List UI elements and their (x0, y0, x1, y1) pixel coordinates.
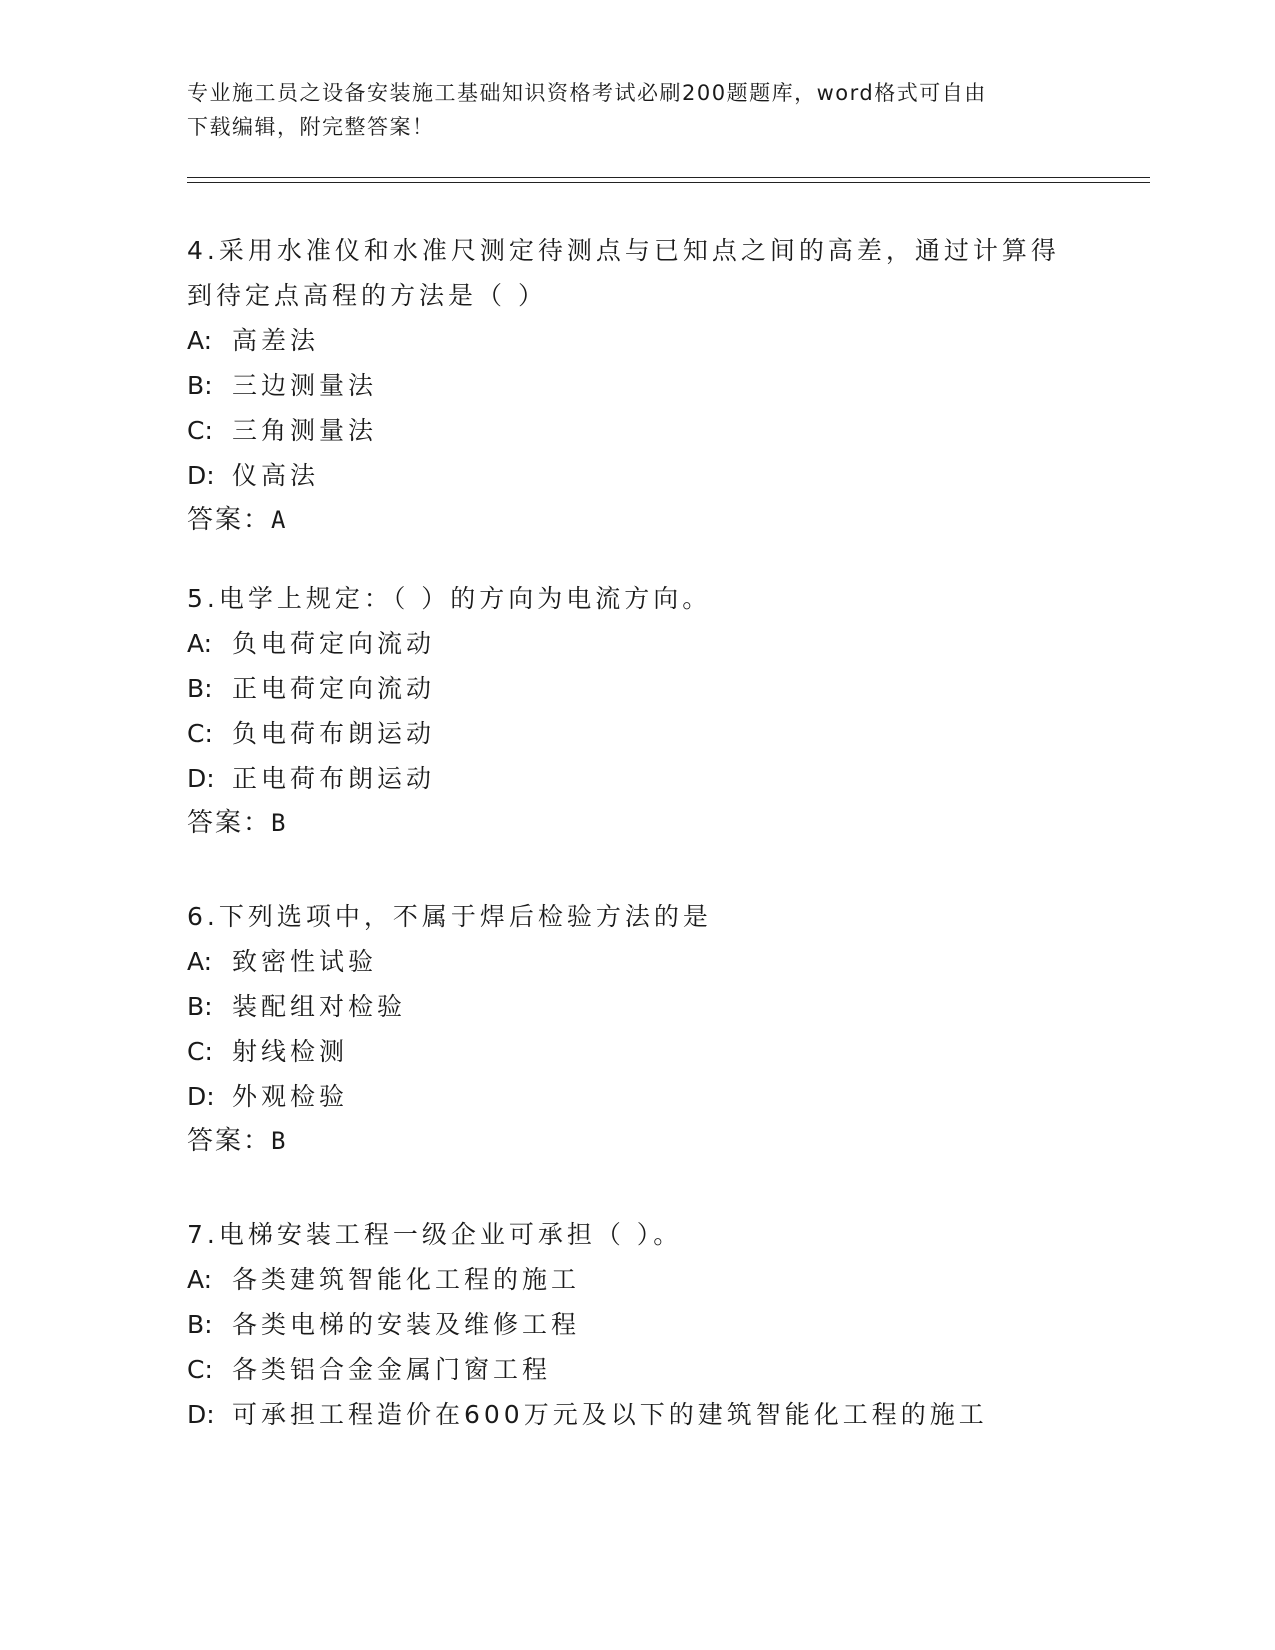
option-text: 正电荷定向流动 (232, 674, 436, 703)
question-stem (187, 228, 1067, 318)
option-text: 仪高法 (232, 461, 320, 490)
option-key: C: (187, 719, 213, 748)
option-b (187, 666, 1087, 711)
option-a (187, 318, 1087, 363)
header-line-1: 专业施工员之设备安装施工基础知识资格考试必刷200题题库，word格式可自由 (187, 81, 987, 105)
option-c (187, 408, 1087, 453)
question-stem-line-1: 4.采用水准仪和水准尺测定待测点与已知点之间的高差，通过计算得 (187, 236, 1060, 265)
question-stem (187, 576, 1067, 621)
option-key: D: (187, 1082, 215, 1111)
option-a (187, 621, 1087, 666)
question-4 (187, 228, 1087, 543)
option-text: 高差法 (232, 326, 320, 355)
option-key: D: (187, 461, 215, 490)
answer-value: B (271, 1127, 286, 1155)
answer (187, 498, 1087, 543)
option-text: 各类电梯的安装及维修工程 (232, 1310, 581, 1339)
option-b (187, 984, 1087, 1029)
answer-value: B (271, 809, 286, 837)
header-divider-top (187, 177, 1150, 178)
option-key: B: (187, 371, 213, 400)
option-key: C: (187, 1355, 213, 1384)
option-c (187, 1347, 1087, 1392)
option-key: A: (187, 326, 213, 355)
question-stem (187, 1212, 1067, 1257)
answer-label: 答案： (187, 505, 272, 535)
option-text: 负电荷定向流动 (232, 629, 436, 658)
answer-value: A (271, 506, 286, 534)
option-d (187, 1074, 1087, 1119)
option-text: 可承担工程造价在600万元及以下的建筑智能化工程的施工 (232, 1400, 988, 1429)
option-text: 负电荷布朗运动 (232, 719, 436, 748)
option-d (187, 756, 1087, 801)
header-line-2: 下载编辑，附完整答案！ (187, 115, 435, 139)
answer (187, 1119, 1087, 1164)
question-stem (187, 894, 1067, 939)
option-text: 外观检验 (232, 1082, 349, 1111)
option-key: B: (187, 1310, 213, 1339)
option-text: 各类建筑智能化工程的施工 (232, 1265, 581, 1294)
answer-label: 答案： (187, 1126, 272, 1156)
option-text: 三角测量法 (232, 416, 378, 445)
option-key: D: (187, 764, 215, 793)
option-text: 装配组对检验 (232, 992, 407, 1021)
option-a (187, 939, 1087, 984)
option-text: 各类铝合金金属门窗工程 (232, 1355, 552, 1384)
header-divider-bottom (187, 182, 1150, 183)
option-text: 正电荷布朗运动 (232, 764, 436, 793)
option-d (187, 1392, 1087, 1437)
question-5 (187, 576, 1087, 846)
option-d (187, 453, 1087, 498)
option-key: A: (187, 947, 213, 976)
answer-label: 答案： (187, 808, 272, 838)
option-a (187, 1257, 1087, 1302)
option-text: 射线检测 (232, 1037, 349, 1066)
option-key: D: (187, 1400, 215, 1429)
option-c (187, 711, 1087, 756)
option-key: B: (187, 992, 213, 1021)
question-stem-line-1: 7.电梯安装工程一级企业可承担（ ）。 (187, 1220, 683, 1249)
option-c (187, 1029, 1087, 1074)
question-6 (187, 894, 1087, 1164)
answer (187, 801, 1087, 846)
option-text: 致密性试验 (232, 947, 378, 976)
question-stem-line-1: 5.电学上规定：（ ）的方向为电流方向。 (187, 584, 712, 613)
option-text: 三边测量法 (232, 371, 378, 400)
option-key: C: (187, 1037, 213, 1066)
option-key: B: (187, 674, 213, 703)
document-header (187, 76, 1087, 144)
option-key: C: (187, 416, 213, 445)
option-key: A: (187, 629, 213, 658)
question-stem-line-1: 6.下列选项中，不属于焊后检验方法的是 (187, 902, 712, 931)
option-b (187, 363, 1087, 408)
question-stem-line-2: 到待定点高程的方法是（ ） (187, 281, 547, 310)
option-key: A: (187, 1265, 213, 1294)
question-7 (187, 1212, 1087, 1437)
option-b (187, 1302, 1087, 1347)
